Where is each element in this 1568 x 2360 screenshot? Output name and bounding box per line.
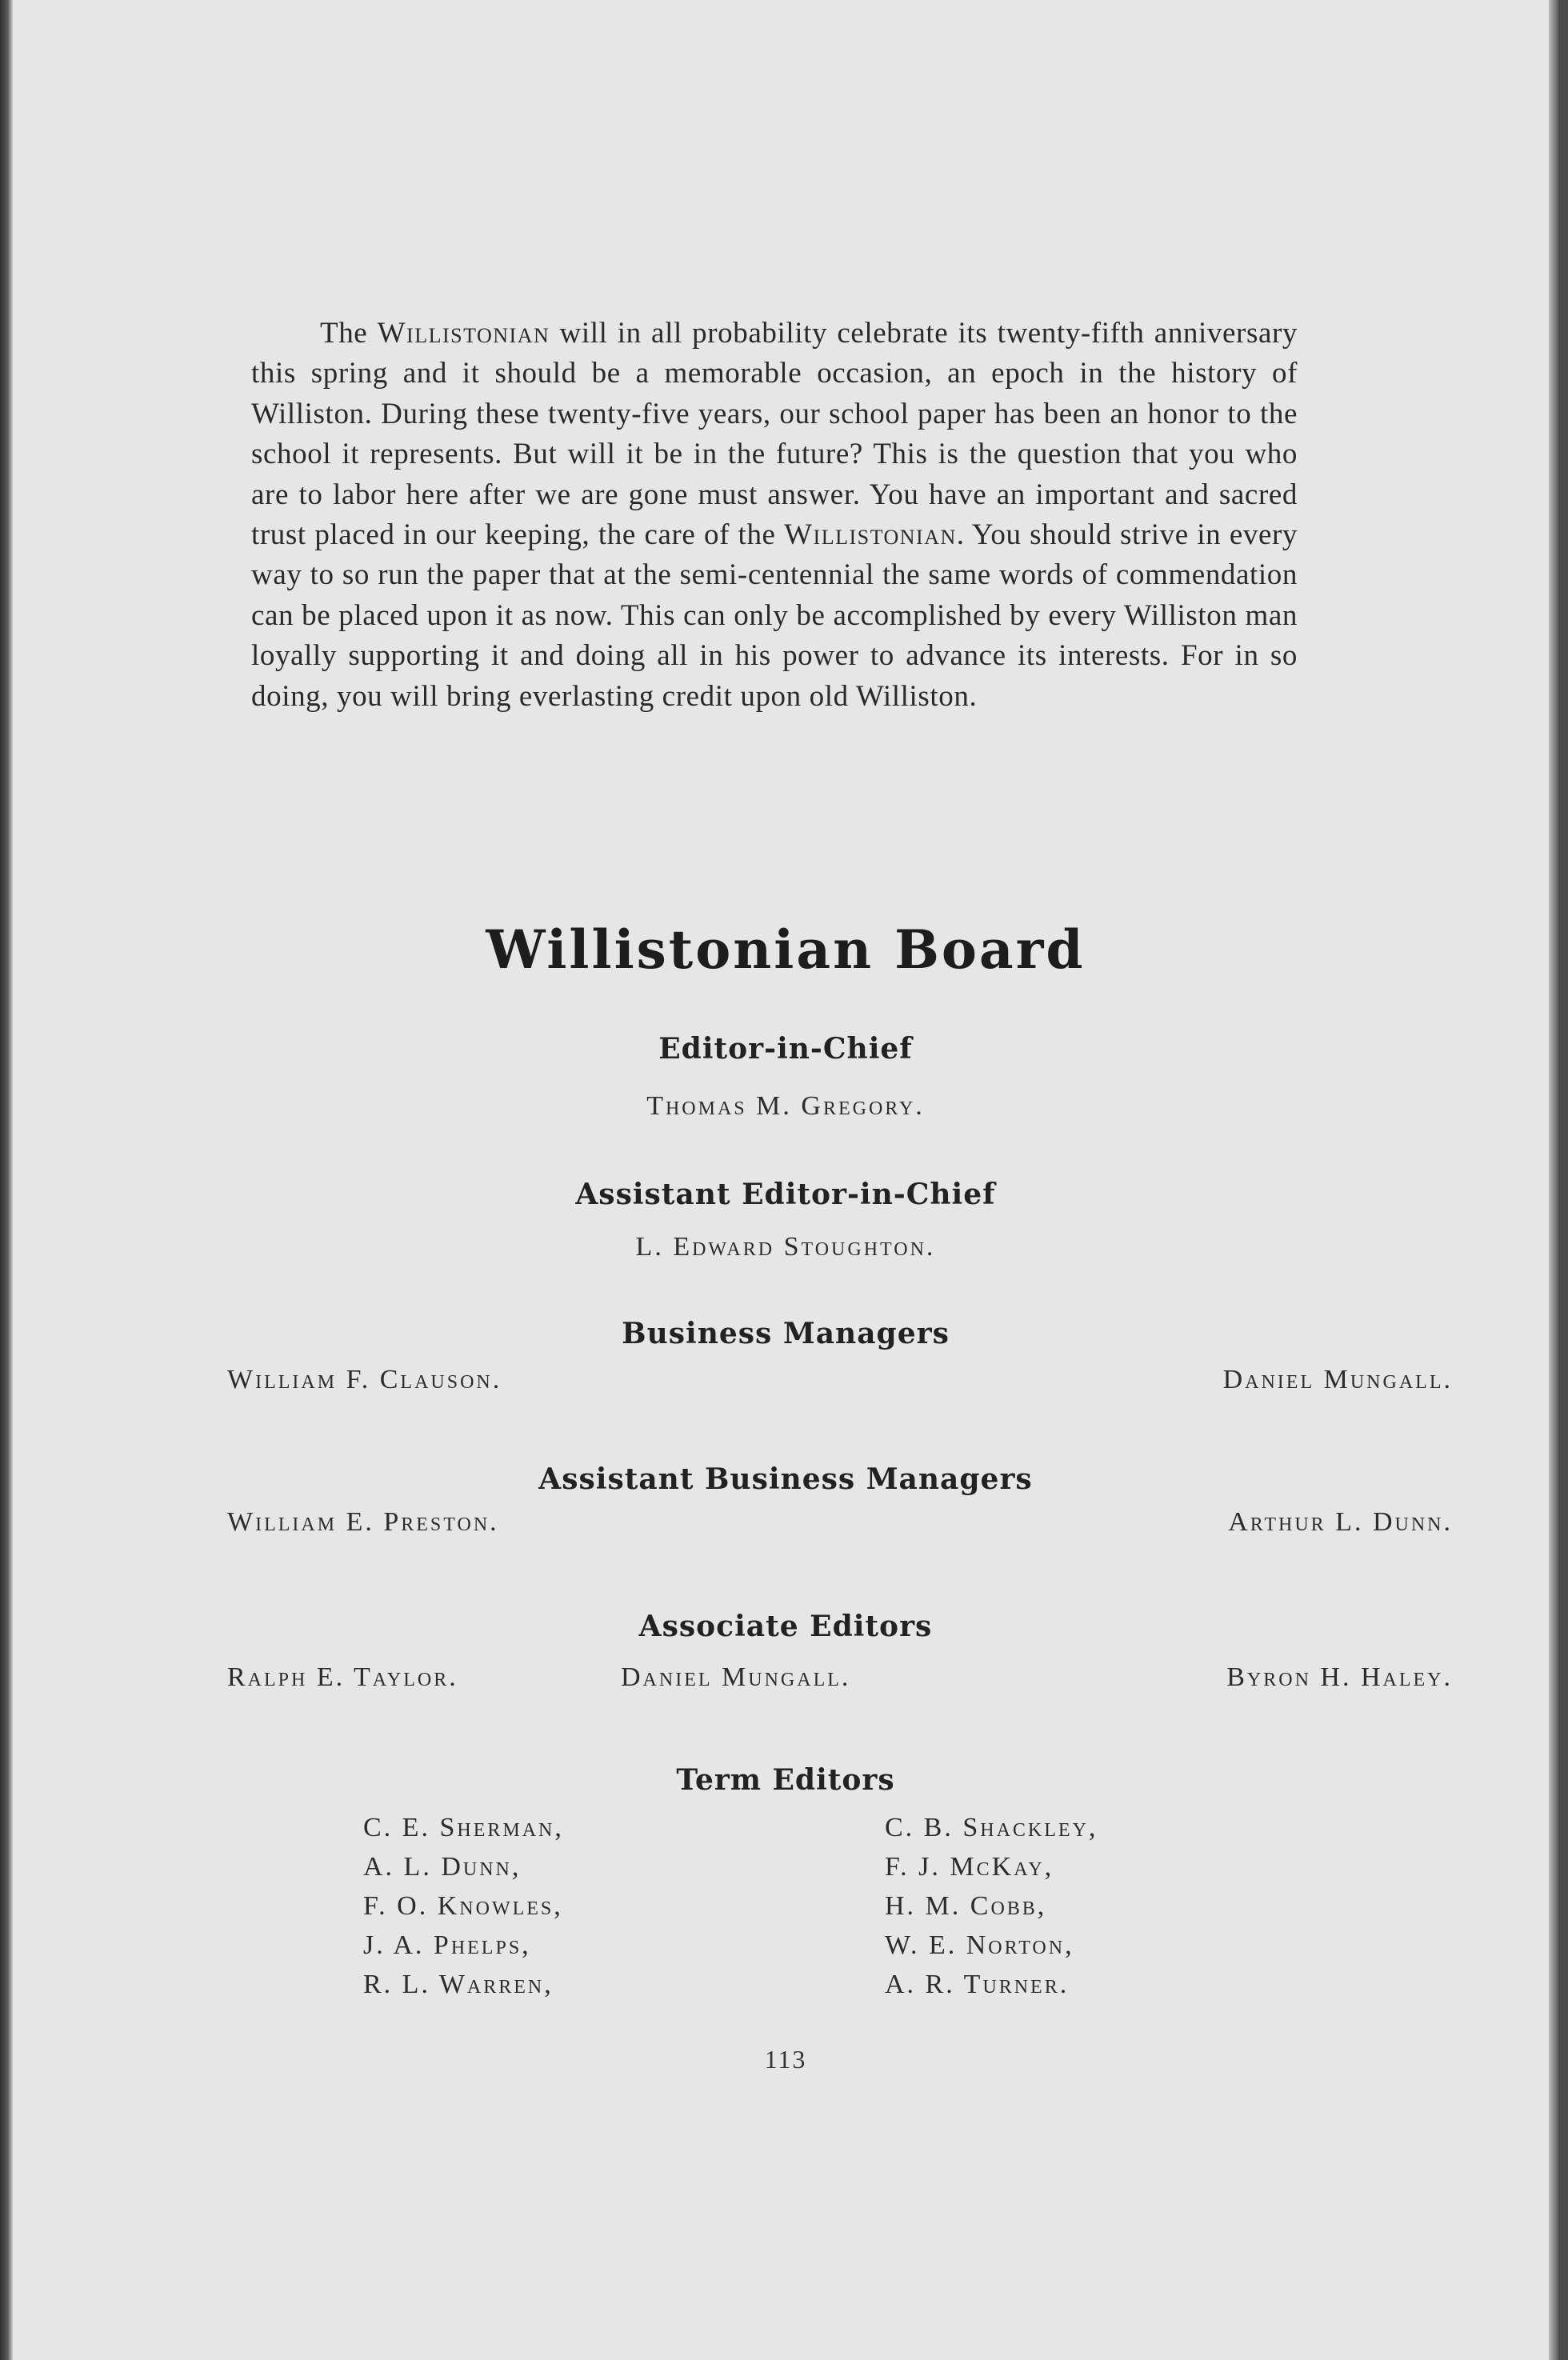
willistonian-name: Willistonian [377, 317, 550, 350]
term-editors-left-list [363, 1808, 564, 2004]
term-editors-heading: Term Editors [676, 1763, 895, 1797]
editor-in-chief-heading: Editor-in-Chief [658, 1032, 913, 1066]
business-managers-heading: Business Managers [622, 1317, 950, 1350]
page-number: 113 [764, 2045, 807, 2074]
assistant-editor-in-chief-heading: Assistant Editor-in-Chief [575, 1178, 996, 1211]
term-editor-name: F. J. McKay, [885, 1852, 1054, 1882]
term-editor-name: A. L. Dunn, [363, 1852, 522, 1882]
editor-in-chief-name: Thomas M. Gregory. [646, 1091, 925, 1121]
term-editor-name: W. E. Norton, [885, 1930, 1074, 1960]
associate-editor-name: Daniel Mungall. [621, 1662, 851, 1692]
assistant-editor-in-chief-name: L. Edward Stoughton. [635, 1232, 936, 1262]
intro-text-part2: will in all probability celebrate its twenty-fifth anniversary this spring and it should be a memorable occasion, an epoch in the history of Williston. During these twenty-five years, our school paper has been an honor to the school it represents. But will it be in the future? This is the question that you who are to labor here after we are gone must answer. You have an important and sacred trust placed in our keeping, the care of the [251, 317, 1298, 552]
book-page [13, 0, 1558, 2360]
associate-editor-name: Byron H. Haley. [1226, 1662, 1453, 1692]
page-edge-shadow [1549, 0, 1558, 2360]
assistant-business-manager-name: Arthur L. Dunn. [1228, 1507, 1453, 1537]
term-editor-name: J. A. Phelps, [363, 1930, 531, 1960]
term-editor-name: A. R. Turner. [885, 1970, 1070, 1999]
term-editors-right-list [885, 1808, 1098, 2004]
assistant-business-managers-heading: Assistant Business Managers [538, 1462, 1033, 1496]
book-spine-shadow [0, 0, 13, 2360]
business-manager-name: William F. Clauson. [227, 1365, 502, 1394]
willistonian-name: Willistonian [784, 518, 957, 552]
intro-text-part1: The [320, 317, 378, 350]
business-manager-name: Daniel Mungall. [1222, 1365, 1453, 1394]
intro-paragraph [251, 314, 1298, 717]
intro-text-part3: . You should strive in every way to so run the paper that at the semi-centennial the same words of commendation can be placed upon it as now. This can only be accomplished by every Williston man loyally supporting it and doing all in his power to advance its interests. For in so doing, you will bring everlasting credit upon old Williston. [251, 518, 1298, 713]
associate-editors-heading: Associate Editors [638, 1610, 933, 1643]
term-editor-name: R. L. Warren, [363, 1970, 554, 1999]
board-title: Willistonian Board [486, 918, 1086, 981]
associate-editor-name: Ralph E. Taylor. [227, 1662, 458, 1692]
assistant-business-manager-name: William E. Preston. [227, 1507, 499, 1537]
term-editor-name: H. M. Cobb, [885, 1891, 1047, 1921]
term-editor-name: C. E. Sherman, [363, 1813, 564, 1842]
term-editor-name: C. B. Shackley, [885, 1813, 1098, 1842]
term-editor-name: F. O. Knowles, [363, 1891, 563, 1921]
